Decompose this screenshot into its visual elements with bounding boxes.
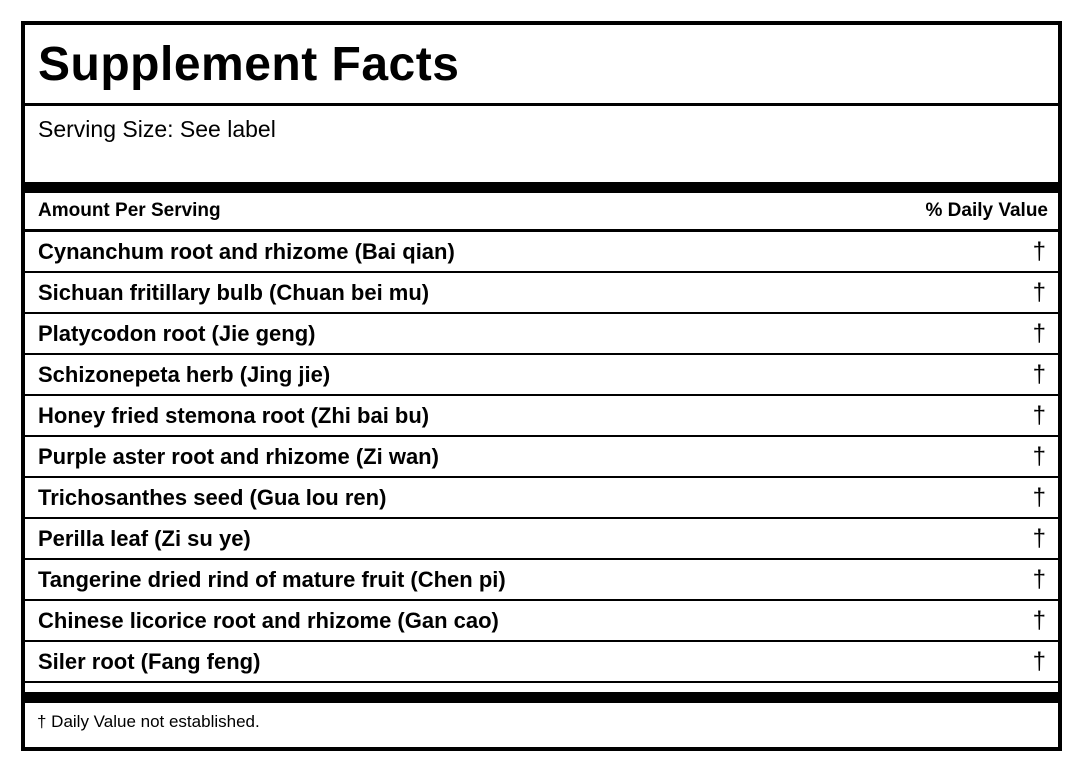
ingredient-daily-value: † xyxy=(1032,401,1046,429)
ingredient-name: Tangerine dried rind of mature fruit (Chen pi) xyxy=(38,566,506,592)
amount-per-serving-header: Amount Per Serving xyxy=(38,200,221,221)
ingredient-row xyxy=(25,519,1058,560)
ingredient-daily-value: † xyxy=(1032,524,1046,552)
ingredient-name: Trichosanthes seed (Gua lou ren) xyxy=(38,484,387,510)
table-header xyxy=(25,193,1058,232)
ingredient-list xyxy=(25,232,1058,683)
supplement-facts-panel xyxy=(21,21,1062,751)
ingredient-row xyxy=(25,642,1058,683)
thick-divider xyxy=(25,182,1058,193)
ingredient-name: Cynanchum root and rhizome (Bai qian) xyxy=(38,238,455,264)
ingredient-daily-value: † xyxy=(1032,483,1046,511)
daily-value-header: % Daily Value xyxy=(925,200,1048,221)
ingredient-name: Schizonepeta herb (Jing jie) xyxy=(38,361,331,387)
ingredient-daily-value: † xyxy=(1032,442,1046,470)
ingredient-row xyxy=(25,273,1058,314)
ingredient-name: Chinese licorice root and rhizome (Gan cao) xyxy=(38,607,499,633)
ingredient-name: Perilla leaf (Zi su ye) xyxy=(38,525,251,551)
ingredient-row xyxy=(25,314,1058,355)
ingredient-row xyxy=(25,478,1058,519)
ingredient-name: Purple aster root and rhizome (Zi wan) xyxy=(38,443,439,469)
ingredient-name: Sichuan fritillary bulb (Chuan bei mu) xyxy=(38,279,430,305)
ingredient-name: Honey fried stemona root (Zhi bai bu) xyxy=(38,402,430,428)
ingredient-daily-value: † xyxy=(1032,565,1046,593)
ingredient-daily-value: † xyxy=(1032,360,1046,388)
ingredient-name: Siler root (Fang feng) xyxy=(38,648,261,674)
ingredient-daily-value: † xyxy=(1032,647,1046,675)
ingredient-row xyxy=(25,396,1058,437)
ingredient-daily-value: † xyxy=(1032,606,1046,634)
ingredient-row xyxy=(25,601,1058,642)
serving-section xyxy=(25,106,1058,182)
serving-size: Serving Size: See label xyxy=(38,116,276,142)
ingredient-daily-value: † xyxy=(1032,278,1046,306)
thick-divider-bottom xyxy=(25,692,1058,703)
ingredient-daily-value: † xyxy=(1032,237,1046,265)
ingredient-row xyxy=(25,355,1058,396)
ingredient-row xyxy=(25,437,1058,478)
title-section xyxy=(25,25,1058,106)
ingredient-daily-value: † xyxy=(1032,319,1046,347)
ingredient-row xyxy=(25,560,1058,601)
footnote: † Daily Value not established. xyxy=(37,712,260,731)
panel-title: Supplement Facts xyxy=(38,38,460,91)
ingredient-row xyxy=(25,232,1058,273)
ingredient-name: Platycodon root (Jie geng) xyxy=(38,320,316,346)
